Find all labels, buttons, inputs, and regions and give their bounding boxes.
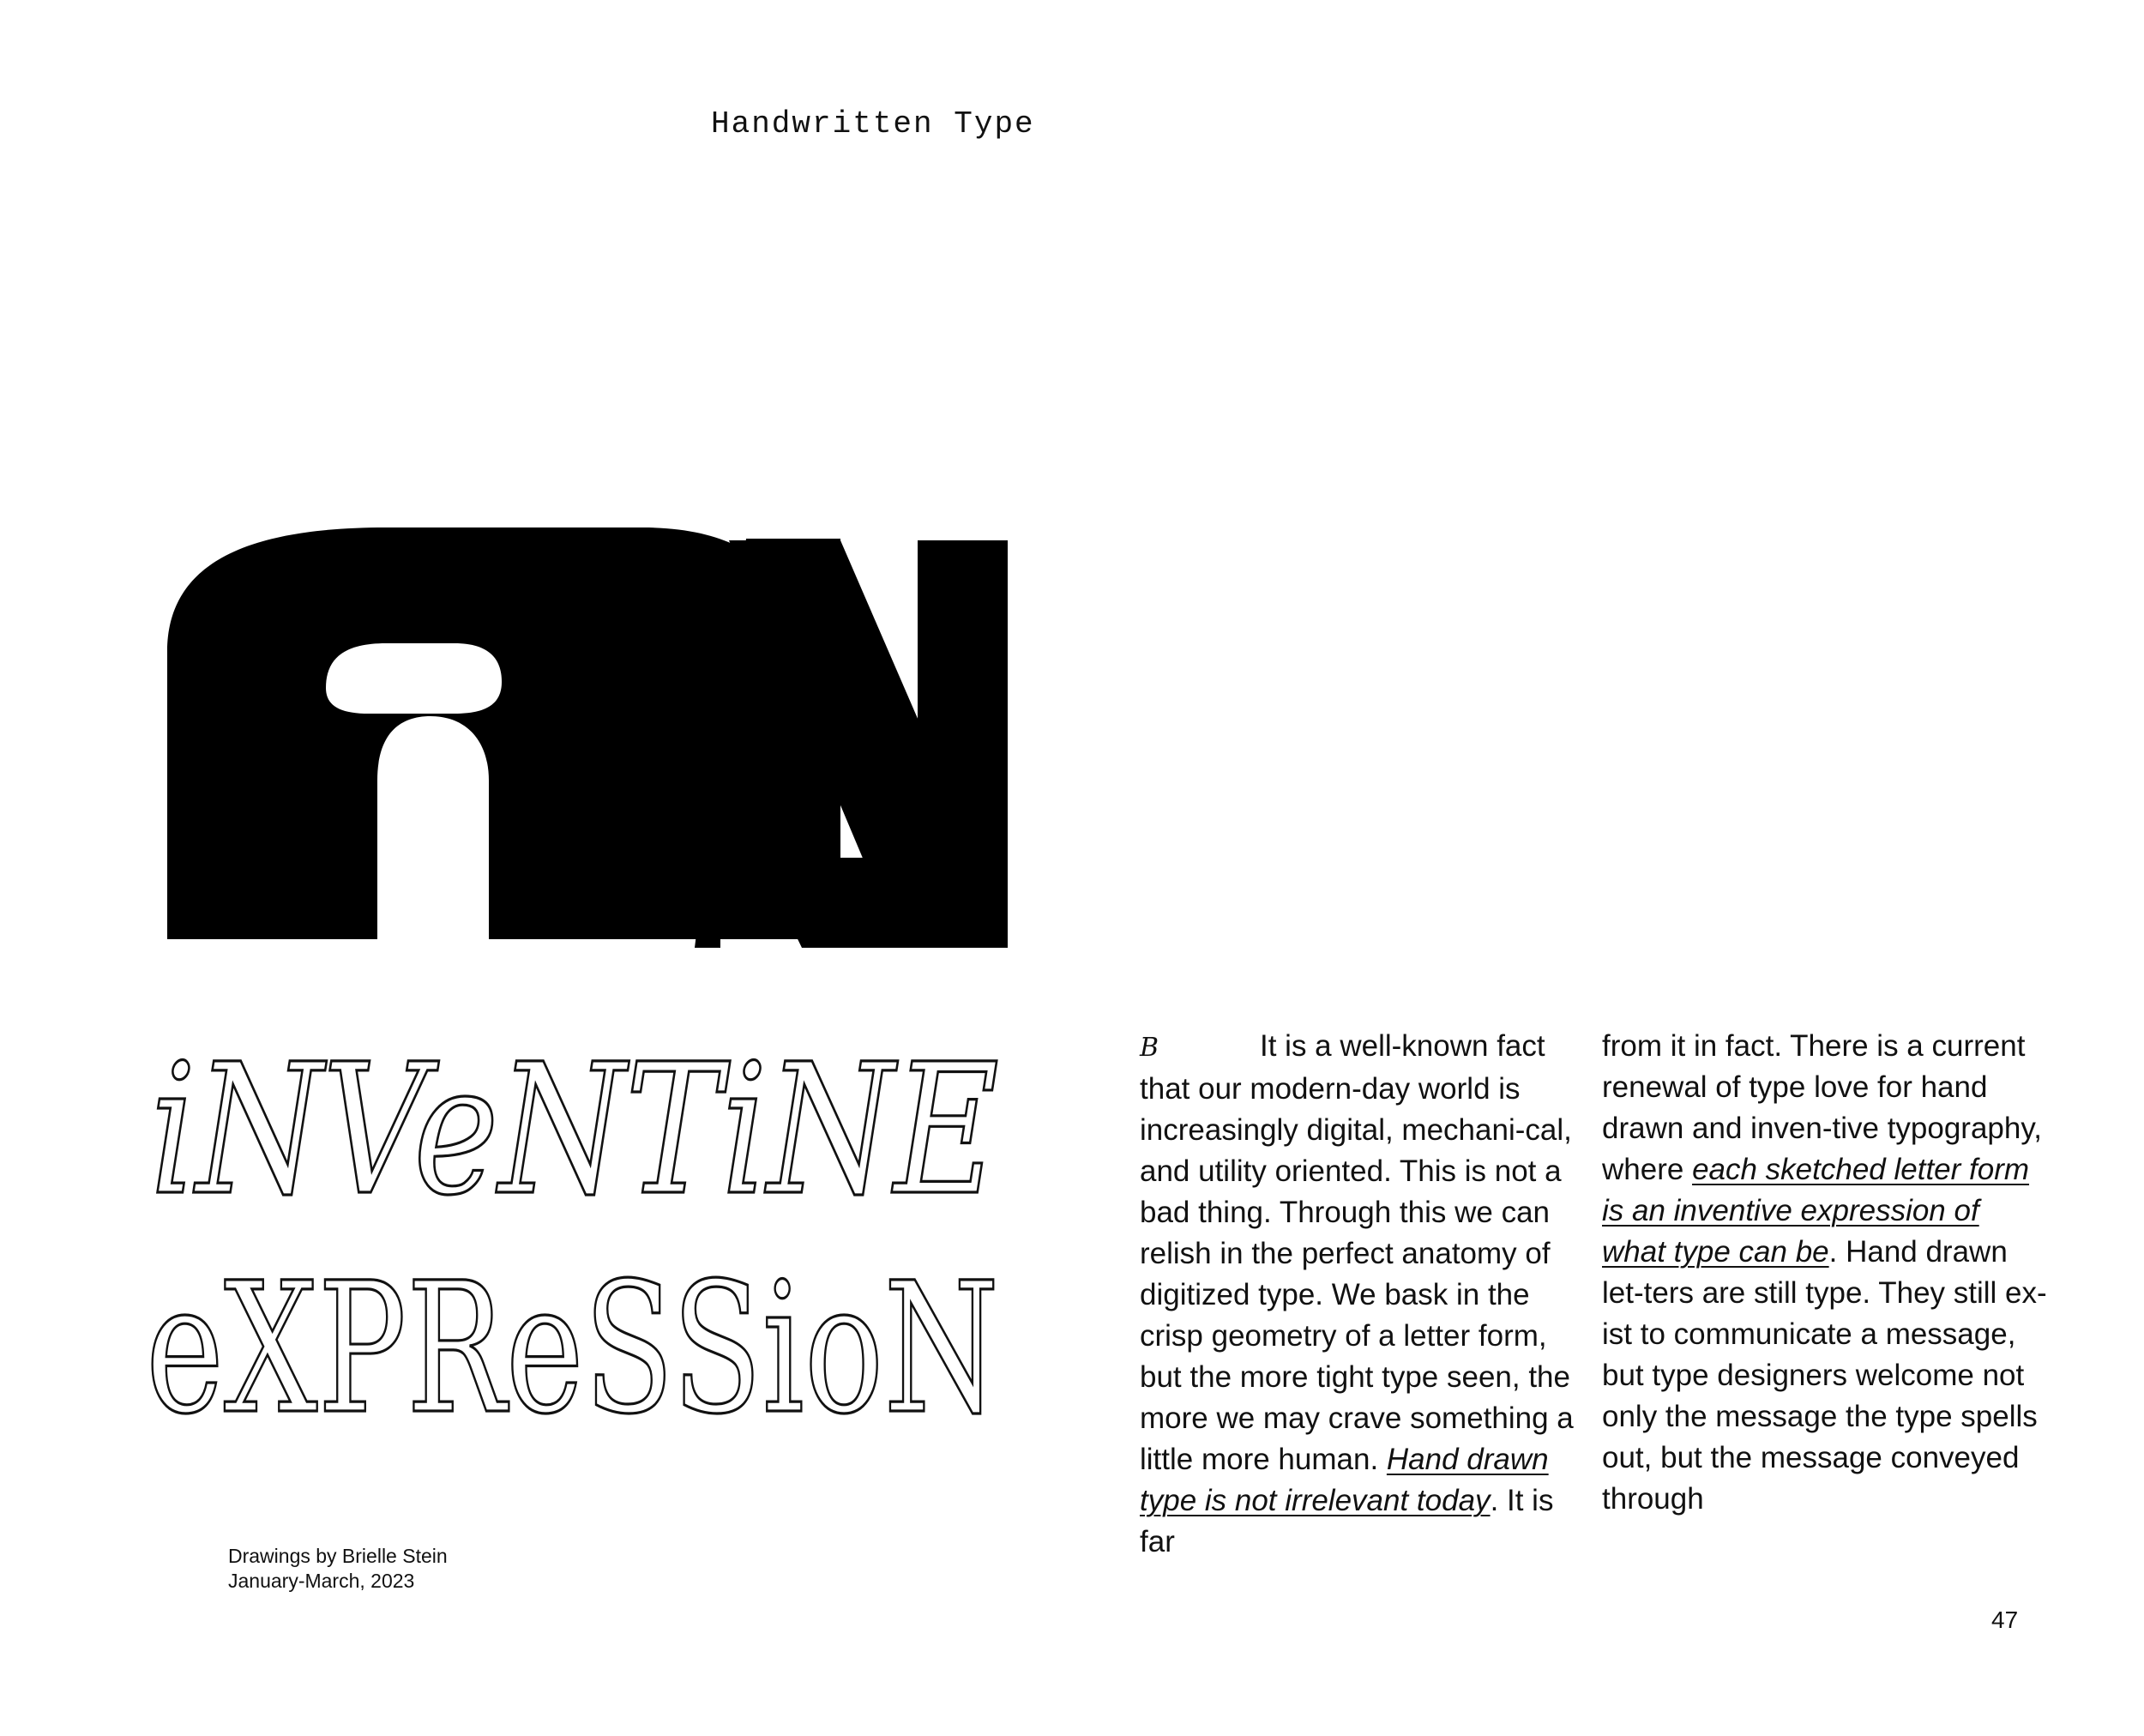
drop-letter: B — [1140, 1033, 1159, 1063]
lettering-line-inventive: iNVeNTiNE — [150, 1025, 999, 1235]
page-number: 47 — [1991, 1606, 2019, 1633]
col1-tail-text: . It is far — [1140, 1484, 1554, 1558]
lettering-line-expression: eXPReSSioN — [146, 1244, 999, 1445]
drawing-credit — [228, 1544, 448, 1594]
body-column-1 — [1140, 1026, 1586, 1563]
body-column-2 — [1602, 1026, 2048, 1520]
col2-intro-text: from it in fact. There is a current renewal of type love for hand drawn and inven-tive typography, where — [1602, 1029, 2042, 1186]
emphasis-sketched-letter: each sketched letter form is an inventive expression of what type can be — [1602, 1153, 2030, 1269]
body-paragraph — [1140, 1026, 1586, 1563]
inventive-expression-lettering — [142, 999, 1008, 1445]
body-paragraph-continued — [1602, 1026, 2048, 1520]
blob-letter-a-counter — [326, 643, 502, 714]
col2-tail-text: . Hand drawn let-ters are still type. They still ex-ist to communicate a message, but type designers welcome not only the message the type spells out, but the message conveyed through — [1602, 1235, 2047, 1516]
headline-an-artwork — [163, 523, 1012, 952]
credit-line-date: January-March, 2023 — [228, 1570, 415, 1592]
emphasis-hand-drawn: Hand drawn type is not irrelevant today — [1140, 1443, 1549, 1517]
col1-intro-text: It is a well-known fact that our modern-day world is increasingly digital, mechani-cal, and utility oriented. This is not a bad thing. Through this we can relish in the perfect anatomy of digitized type. We bask in the crisp geometry of a letter form, but the more tight type seen, the more we may crave something a little more human. — [1140, 1029, 1574, 1476]
running-head: Handwritten Type — [711, 106, 1035, 142]
credit-line-author: Drawings by Brielle Stein — [228, 1545, 448, 1567]
